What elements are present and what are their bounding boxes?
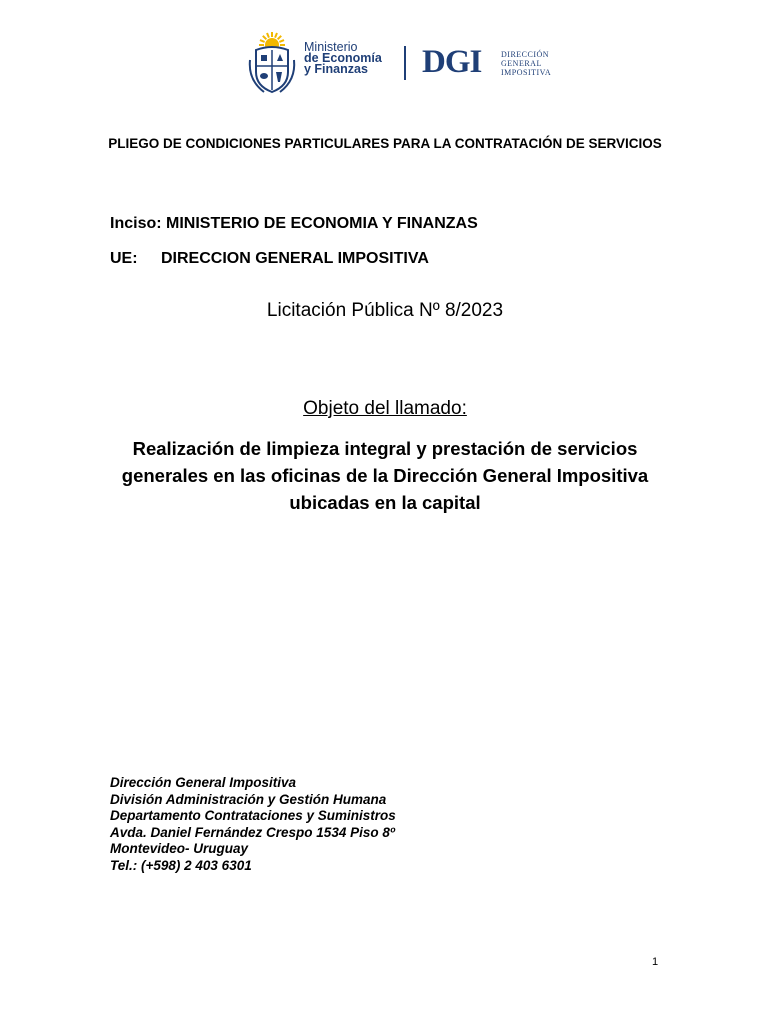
ministry-line1: Ministerio <box>304 40 358 54</box>
page-number: 1 <box>652 956 659 968</box>
dgi-sub-line3: IMPOSITIVA <box>501 68 552 77</box>
licitacion-number: Licitación Pública Nº 8/2023 <box>266 300 504 321</box>
header-logos <box>244 30 574 96</box>
document-title: PLIEGO DE CONDICIONES PARTICULARES PARA LA CONTRATACIÓN DE SERVICIOS <box>108 136 662 151</box>
dgi-logo-letters: DGI <box>422 44 482 80</box>
ue-value: DIRECCION GENERAL IMPOSITIVA <box>161 250 429 267</box>
address-line: Avda. Daniel Fernández Crespo 1534 Piso 8º <box>110 824 395 840</box>
ministry-line3: y Finanzas <box>304 62 368 76</box>
address-line: Departamento Contrataciones y Suministros <box>110 808 396 823</box>
objeto-description: Realización de limpieza integral y prestación de servicios generales en las oficinas de la Dirección General Impositiva ubicadas en la capital <box>121 438 649 513</box>
sun-ray <box>263 36 267 40</box>
dgi-logo-subtitle <box>501 50 551 77</box>
inciso-line <box>110 214 478 234</box>
address-line: División Administración y Gestión Humana <box>110 791 387 807</box>
address-line: Tel.: (+598) 2 403 6301 <box>110 857 252 873</box>
sun-ray <box>267 33 269 38</box>
sun-ray <box>279 40 284 42</box>
sun-ray <box>278 36 282 40</box>
ministry-line2: de Economía <box>304 51 382 65</box>
ue-label: UE: <box>110 250 138 267</box>
address-block <box>110 775 396 874</box>
inciso-label: Inciso: <box>110 215 162 232</box>
dgi-sub-line1: DIRECCIÓN <box>501 50 550 59</box>
objeto-heading: Objeto del llamado: <box>303 398 467 419</box>
inciso-value: MINISTERIO DE ECONOMIA Y FINANZAS <box>166 215 478 232</box>
sun-ray <box>275 33 277 38</box>
dgi-sub-line2: GENERAL <box>501 59 542 68</box>
address-line: Dirección General Impositiva <box>110 775 297 790</box>
logo-divider <box>404 46 406 80</box>
sun-ray <box>260 40 265 42</box>
ministry-wordmark <box>304 42 382 75</box>
uruguay-coat-of-arms-icon <box>244 30 300 96</box>
address-line: Montevideo- Uruguay <box>110 841 249 856</box>
ue-line <box>110 249 429 269</box>
